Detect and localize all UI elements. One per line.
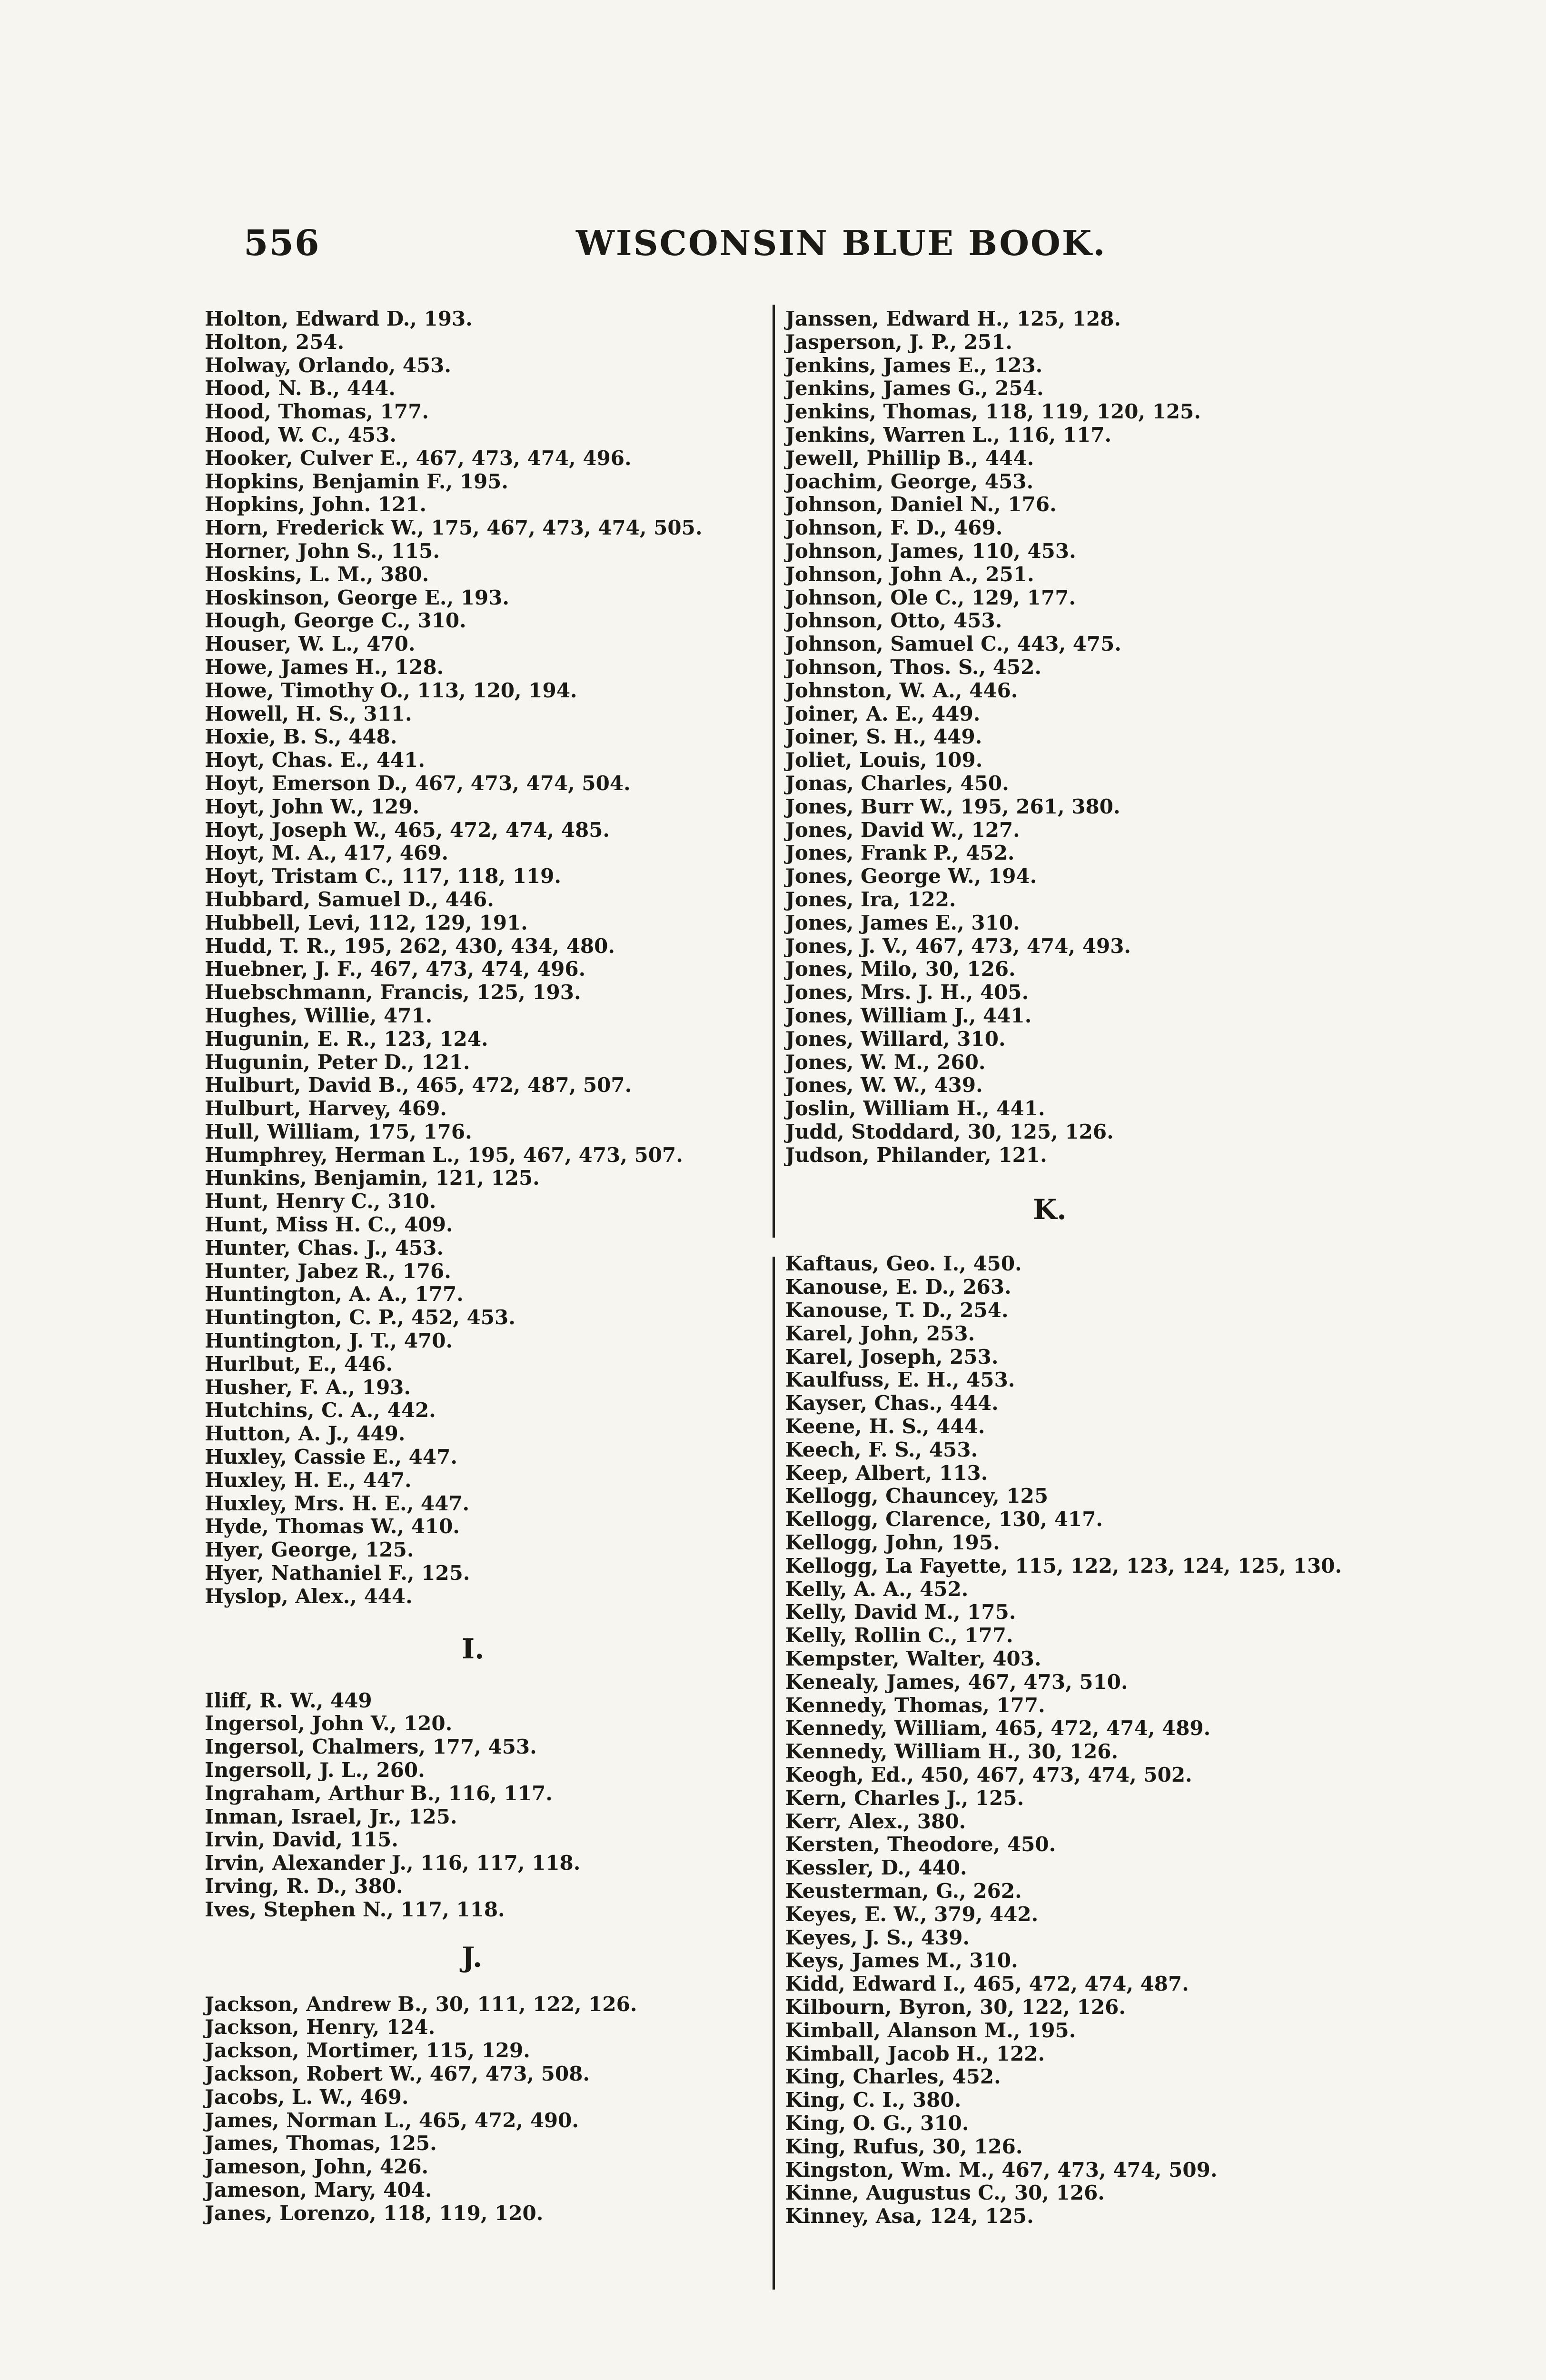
index-entry: Ingersoll, J. L., 260.	[205, 1758, 425, 1782]
index-entry: Irvin, Alexander J., 116, 117, 118.	[205, 1851, 581, 1875]
index-entry: Huebner, J. F., 467, 473, 474, 496.	[205, 957, 586, 981]
column-rule	[773, 305, 775, 1238]
index-entry: Kidd, Edward I., 465, 472, 474, 487.	[785, 1972, 1189, 1996]
index-entry: Hoyt, Joseph W., 465, 472, 474, 485.	[205, 818, 610, 842]
index-entry: Kellogg, Clarence, 130, 417.	[785, 1507, 1103, 1531]
index-entry: Holway, Orlando, 453.	[205, 353, 451, 377]
index-entry: Hunt, Miss H. C., 409.	[205, 1213, 453, 1237]
index-entry: Johnston, W. A., 446.	[785, 678, 1018, 702]
index-entry: Hunkins, Benjamin, 121, 125.	[205, 1166, 540, 1190]
index-entry: Hoskins, L. M., 380.	[205, 562, 429, 586]
index-entry: Hyer, Nathaniel F., 125.	[205, 1561, 470, 1585]
index-entry: Hutton, A. J., 449.	[205, 1422, 406, 1446]
index-entry: Kellogg, John, 195.	[785, 1531, 1000, 1555]
index-entry: Keys, James M., 310.	[785, 1949, 1018, 1973]
index-entry: King, Rufus, 30, 126.	[785, 2134, 1023, 2158]
index-entry: Jackson, Robert W., 467, 473, 508.	[205, 2062, 590, 2085]
index-entry: Huntington, J. T., 470.	[205, 1329, 453, 1353]
index-entry: Jones, George W., 194.	[785, 864, 1037, 888]
index-entry: Jackson, Henry, 124.	[205, 2015, 436, 2039]
index-entry: Hulburt, Harvey, 469.	[205, 1097, 447, 1121]
index-entry: Howe, Timothy O., 113, 120, 194.	[205, 678, 577, 702]
index-entry: Ingersol, Chalmers, 177, 453.	[205, 1735, 537, 1759]
i-entries	[205, 1689, 762, 1922]
index-entry: Hudd, T. R., 195, 262, 430, 434, 480.	[205, 934, 615, 958]
index-column-left	[205, 307, 762, 2225]
index-entry: Jenkins, Thomas, 118, 119, 120, 125.	[785, 400, 1201, 424]
index-entry: Hood, N. B., 444.	[205, 377, 396, 400]
index-entry: Hyer, George, 125.	[205, 1538, 414, 1562]
index-entry: Johnson, John A., 251.	[785, 562, 1034, 586]
index-entry: Jackson, Andrew B., 30, 111, 122, 126.	[205, 1992, 637, 2016]
index-entry: Kennedy, Thomas, 177.	[785, 1693, 1045, 1717]
index-entry: Hubbard, Samuel D., 446.	[205, 887, 494, 911]
index-entry: Hooker, Culver E., 467, 473, 474, 496.	[205, 446, 632, 470]
index-entry: Hull, William, 175, 176.	[205, 1120, 472, 1143]
index-entry: Huxley, H. E., 447.	[205, 1468, 412, 1492]
index-entry: Keep, Albert, 113.	[785, 1461, 988, 1485]
index-entry: Hoyt, Chas. E., 441.	[205, 748, 425, 772]
index-entry: Joachim, George, 453.	[785, 469, 1034, 493]
index-entry: Jones, J. V., 467, 473, 474, 493.	[785, 934, 1131, 958]
index-entry: Jones, Milo, 30, 126.	[785, 957, 1016, 981]
index-entry: Howell, H. S., 311.	[205, 702, 412, 725]
index-entry: Irvin, David, 115.	[205, 1828, 398, 1852]
index-entry: Ingersol, John V., 120.	[205, 1712, 453, 1735]
k-entries	[785, 1252, 1342, 2228]
index-entry: Kingston, Wm. M., 467, 473, 474, 509.	[785, 2158, 1218, 2182]
index-entry: Hyslop, Alex., 444.	[205, 1584, 413, 1608]
index-entry: Howe, James H., 128.	[205, 655, 444, 679]
index-entry: Kelly, A. A., 452.	[785, 1577, 969, 1601]
index-entry: Huxley, Cassie E., 447.	[205, 1445, 457, 1469]
index-entry: King, O. G., 310.	[785, 2111, 969, 2135]
index-entry: Kinney, Asa, 124, 125.	[785, 2204, 1034, 2228]
index-entry: Jameson, Mary, 404.	[205, 2178, 432, 2202]
index-entry: Jones, Burr W., 195, 261, 380.	[785, 794, 1120, 818]
index-entry: Jackson, Mortimer, 115, 129.	[205, 2039, 530, 2063]
index-entry: Houser, W. L., 470.	[205, 632, 416, 656]
index-entry: Hyde, Thomas W., 410.	[205, 1515, 460, 1538]
index-entry: Kersten, Theodore, 450.	[785, 1833, 1056, 1856]
index-entry: King, C. I., 380.	[785, 2088, 961, 2112]
index-entry: Huntington, A. A., 177.	[205, 1282, 464, 1306]
j-entries-continued	[785, 307, 1342, 1167]
index-entry: Kelly, Rollin C., 177.	[785, 1624, 1013, 1647]
index-entry: Hoyt, Emerson D., 467, 473, 474, 504.	[205, 771, 631, 795]
index-entry: Kilbourn, Byron, 30, 122, 126.	[785, 1995, 1126, 2019]
index-entry: Hood, Thomas, 177.	[205, 400, 429, 424]
index-entry: Keyes, J. S., 439.	[785, 1925, 970, 1949]
index-entry: James, Norman L., 465, 472, 490.	[205, 2108, 579, 2132]
index-entry: Kinne, Augustus C., 30, 126.	[785, 2181, 1105, 2205]
index-entry: Hoskinson, George E., 193.	[205, 585, 509, 609]
index-entry: Hoxie, B. S., 448.	[205, 725, 397, 749]
index-entry: Kellogg, La Fayette, 115, 122, 123, 124, 125, 130.	[785, 1554, 1342, 1577]
index-entry: Kennedy, William H., 30, 126.	[785, 1740, 1119, 1764]
index-entry: Inman, Israel, Jr., 125.	[205, 1805, 457, 1828]
index-entry: Hough, George C., 310.	[205, 609, 466, 633]
index-entry: Joliet, Louis, 109.	[785, 748, 983, 772]
index-entry: Keyes, E. W., 379, 442.	[785, 1902, 1039, 1926]
index-entry: Hunter, Jabez R., 176.	[205, 1259, 451, 1283]
index-entry: Jewell, Phillip B., 444.	[785, 446, 1034, 470]
index-entry: Jones, David W., 127.	[785, 818, 1020, 842]
index-entry: Ives, Stephen N., 117, 118.	[205, 1897, 505, 1921]
index-entry: King, Charles, 452.	[785, 2065, 1001, 2089]
page-number: 556	[244, 223, 320, 264]
index-entry: Hoyt, M. A., 417, 469.	[205, 841, 449, 865]
index-entry: Johnson, Thos. S., 452.	[785, 655, 1042, 679]
index-entry: Jones, Ira, 122.	[785, 887, 956, 911]
index-entry: Kenealy, James, 467, 473, 510.	[785, 1670, 1128, 1694]
index-entry: Kanouse, T. D., 254.	[785, 1299, 1009, 1322]
index-entry: Jones, Mrs. J. H., 405.	[785, 981, 1029, 1004]
index-entry: Jonas, Charles, 450.	[785, 771, 1009, 795]
index-entry: Jones, Willard, 310.	[785, 1027, 1006, 1051]
index-entry: Kaftaus, Geo. I., 450.	[785, 1252, 1022, 1276]
index-entry: Jameson, John, 426.	[205, 2155, 429, 2179]
index-entry: Hood, W. C., 453.	[205, 423, 397, 446]
index-entry: Iliff, R. W., 449	[205, 1688, 372, 1712]
index-entry: Jenkins, James G., 254.	[785, 377, 1044, 400]
index-entry: Kimball, Jacob H., 122.	[785, 2042, 1045, 2065]
index-entry: Joiner, A. E., 449.	[785, 702, 981, 725]
index-entry: Johnson, James, 110, 453.	[785, 539, 1076, 563]
index-entry: Jones, William J., 441.	[785, 1003, 1032, 1027]
index-entry: Husher, F. A., 193.	[205, 1375, 411, 1399]
index-entry: Huebschmann, Francis, 125, 193.	[205, 981, 581, 1004]
index-column-right	[785, 307, 1342, 2228]
index-entry: Johnson, Otto, 453.	[785, 609, 1002, 633]
index-entry: Hulburt, David B., 465, 472, 487, 507.	[205, 1073, 632, 1097]
index-entry: Keogh, Ed., 450, 467, 473, 474, 502.	[785, 1763, 1192, 1787]
index-entry: Holton, 254.	[205, 330, 345, 354]
index-entry: Johnson, Samuel C., 443, 475.	[785, 632, 1121, 656]
index-entry: Kennedy, William, 465, 472, 474, 489.	[785, 1716, 1211, 1740]
index-entry: Johnson, Ole C., 129, 177.	[785, 585, 1076, 609]
index-entry: James, Thomas, 125.	[205, 2132, 437, 2155]
index-entry: Keusterman, G., 262.	[785, 1879, 1022, 1903]
index-entry: Kelly, David M., 175.	[785, 1600, 1016, 1624]
index-entry: Holton, Edward D., 193.	[205, 307, 473, 330]
index-entry: Judd, Stoddard, 30, 125, 126.	[785, 1120, 1114, 1143]
index-entry: Hugunin, E. R., 123, 124.	[205, 1027, 488, 1051]
index-entry: Ingraham, Arthur B., 116, 117.	[205, 1781, 553, 1805]
index-entry: Jones, W. M., 260.	[785, 1050, 986, 1074]
index-entry: Horner, John S., 115.	[205, 539, 440, 563]
index-entry: Hoyt, John W., 129.	[205, 794, 420, 818]
index-entry: Hunter, Chas. J., 453.	[205, 1236, 444, 1259]
index-entry: Hurlbut, E., 446.	[205, 1352, 393, 1376]
index-entry: Kanouse, E. D., 263.	[785, 1275, 1011, 1299]
index-entry: Humphrey, Herman L., 195, 467, 473, 507.	[205, 1143, 683, 1167]
index-entry: Jones, W. W., 439.	[785, 1073, 983, 1097]
index-entry: Kellogg, Chauncey, 125	[785, 1484, 1049, 1508]
index-entry: Jenkins, Warren L., 116, 117.	[785, 423, 1112, 446]
index-entry: Keech, F. S., 453.	[785, 1438, 978, 1461]
index-entry: Johnson, F. D., 469.	[785, 516, 1003, 540]
index-entry: Hunt, Henry C., 310.	[205, 1190, 436, 1213]
index-entry: Huxley, Mrs. H. E., 447.	[205, 1491, 470, 1515]
running-head: WISCONSIN BLUE BOOK.	[576, 223, 1107, 263]
index-entry: Kayser, Chas., 444.	[785, 1391, 999, 1415]
index-entry: Hubbell, Levi, 112, 129, 191.	[205, 911, 528, 934]
index-entry: Kempster, Walter, 403.	[785, 1647, 1041, 1671]
index-entry: Jasperson, J. P., 251.	[785, 330, 1013, 354]
index-entry: Judson, Philander, 121.	[785, 1143, 1047, 1167]
index-entry: Joslin, William H., 441.	[785, 1097, 1045, 1121]
index-entry: Kerr, Alex., 380.	[785, 1809, 966, 1833]
index-entry: Irving, R. D., 380.	[205, 1874, 403, 1898]
index-entry: Karel, John, 253.	[785, 1321, 975, 1345]
section-heading-i: I.	[462, 1632, 485, 1665]
index-entry: Hopkins, John. 121.	[205, 493, 427, 516]
index-entry: Jacobs, L. W., 469.	[205, 2085, 409, 2109]
index-entry: Keene, H. S., 444.	[785, 1415, 985, 1438]
index-entry: Hughes, Willie, 471.	[205, 1003, 433, 1027]
index-entry: Jenkins, James E., 123.	[785, 353, 1043, 377]
index-entry: Janssen, Edward H., 125, 128.	[785, 307, 1121, 330]
index-entry: Joiner, S. H., 449.	[785, 725, 982, 749]
column-rule	[773, 1257, 775, 2290]
index-entry: Kessler, D., 440.	[785, 1856, 967, 1880]
index-entry: Johnson, Daniel N., 176.	[785, 493, 1057, 516]
index-entry: Huntington, C. P., 452, 453.	[205, 1306, 515, 1329]
index-entry: Kaulfuss, E. H., 453.	[785, 1368, 1015, 1392]
index-entry: Jones, James E., 310.	[785, 911, 1020, 934]
index-entry: Karel, Joseph, 253.	[785, 1345, 999, 1368]
h-entries	[205, 307, 762, 1608]
index-entry: Horn, Frederick W., 175, 467, 473, 474, 505.	[205, 516, 703, 540]
index-entry: Kern, Charles J., 125.	[785, 1786, 1024, 1810]
index-entry: Hoyt, Tristam C., 117, 118, 119.	[205, 864, 562, 888]
index-entry: Kimball, Alanson M., 195.	[785, 2018, 1076, 2042]
index-entry: Hugunin, Peter D., 121.	[205, 1050, 470, 1074]
index-entry: Hopkins, Benjamin F., 195.	[205, 469, 509, 493]
j-entries	[205, 1993, 762, 2225]
index-entry: Jones, Frank P., 452.	[785, 841, 1015, 865]
index-entry: Janes, Lorenzo, 118, 119, 120.	[205, 2201, 544, 2225]
section-heading-j: J.	[462, 1941, 483, 1973]
index-entry: Hutchins, C. A., 442.	[205, 1398, 436, 1422]
section-heading-k: K.	[1033, 1193, 1067, 1226]
